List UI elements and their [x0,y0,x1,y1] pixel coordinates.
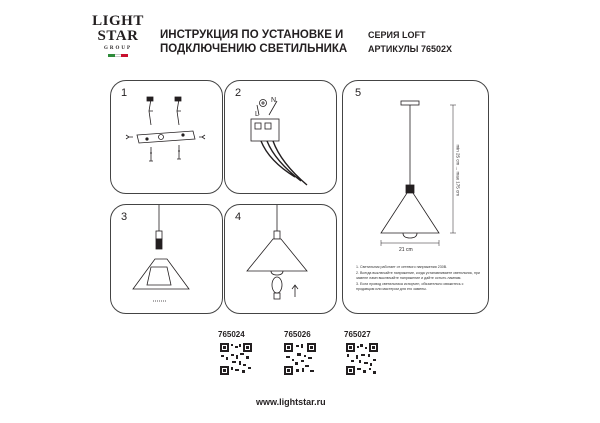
note-2: 2. Всегда выключайте напряжение, когда устанавливаете светильник, при замене ламп выключайте напряжение и дайте остыть лампам. [356,270,480,281]
article-765024: 765024 [218,330,245,339]
article-765027: 765027 [344,330,371,339]
step-4-number: 4 [235,211,242,223]
bulb-install-illustration [225,205,336,313]
step-1-number: 1 [121,87,128,99]
article-765026: 765026 [284,330,311,339]
mounting-bracket-illustration [111,81,222,193]
brand-logo-line2: STAR [97,28,139,44]
series-info [368,28,452,56]
safety-notes [356,265,481,293]
website-link[interactable]: www.lightstar.ru [256,397,326,407]
wiring-illustration [225,81,336,193]
article-range: АРТИКУЛЫ 76502X [368,44,452,54]
page-title: ИНСТРУКЦИЯ ПО УСТАНОВКЕ И ПОДКЛЮЧЕНИЮ СВЕТИЛЬНИКА [160,29,348,55]
step-3-number: 3 [121,211,128,223]
step-5-number: 5 [355,87,362,99]
step-1-panel [110,80,223,194]
note-1: 1. Светильник работает от сетевого напряжения 230В. [356,265,448,269]
shade-assembly-illustration [111,205,222,313]
qr-code-765027[interactable] [346,343,378,375]
neutral-wire-label: N [271,97,277,104]
step-2-panel [224,80,337,194]
qr-code-765024[interactable] [220,343,252,375]
series-name: СЕРИЯ LOFT [368,30,426,40]
live-wire-label: L [255,111,259,118]
step-4-panel [224,204,337,314]
italy-flag-icon [108,54,128,57]
step-2-number: 2 [235,87,242,99]
qr-code-765026[interactable] [284,343,316,375]
note-3: 3. Если провод светильника испорчен, обязательно свяжитесь с продавцом или мастером для его замены. [356,281,464,292]
step-3-panel [110,204,223,314]
brand-logo-line1: LIGHT [92,13,144,29]
height-dimension-label: min 25 cm ... max 175 cm [455,144,461,197]
brand-logo [92,14,144,66]
brand-logo-line3: GROUP [103,46,133,51]
width-dimension-label: 21 cm [399,247,413,253]
